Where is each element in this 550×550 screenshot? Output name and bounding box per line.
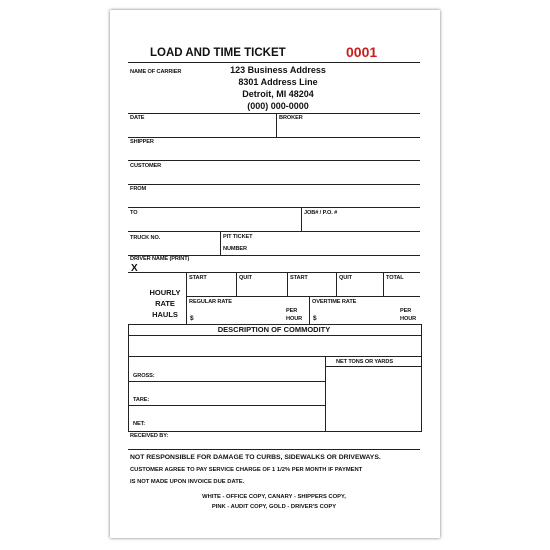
rate-col-2: [309, 296, 310, 324]
title-underline: [128, 62, 420, 63]
start-2-label: START: [290, 275, 308, 281]
customer-label: CUSTOMER: [130, 163, 162, 169]
hourly-col-5: [383, 272, 384, 296]
carrier-address-1: 123 Business Address: [230, 65, 326, 75]
carrier-address-2: 8301 Address Line: [238, 77, 318, 87]
from-label: FROM: [130, 186, 147, 192]
to-line: [128, 231, 420, 232]
hourly-label-1: HOURLY: [149, 288, 181, 297]
ticket-title: LOAD AND TIME TICKET: [150, 47, 286, 59]
net-label: NET:: [133, 421, 146, 427]
hourly-label-3: HAULS: [152, 310, 178, 319]
net-tons-label: NET TONS OR YARDS: [336, 359, 393, 365]
customer-line: [128, 184, 420, 185]
truck-pit-divider: [220, 231, 221, 255]
shipper-label: SHIPPER: [130, 139, 154, 145]
date-line-bottom: [128, 137, 420, 138]
quit-2-label: QUIT: [339, 275, 352, 281]
tare-label: TARE:: [133, 397, 150, 403]
to-job-divider: [301, 207, 302, 231]
pit-number-label: NUMBER: [223, 246, 247, 252]
truck-no-label: TRUCK NO.: [130, 235, 161, 241]
received-by-line: [128, 449, 420, 450]
net-tons-line: [325, 366, 421, 367]
per-hour-1-a: PER: [286, 308, 298, 314]
hourly-label-2: RATE: [155, 299, 175, 308]
service-charge-line-1: CUSTOMER AGREE TO PAY SERVICE CHARGE OF 1 1/2% PER MONTH IF PAYMENT: [130, 467, 363, 473]
copies-line-1: WHITE - OFFICE COPY, CANARY - SHIPPERS COPY,: [202, 494, 346, 500]
carrier-address-3: Detroit, MI 48204: [242, 89, 314, 99]
hourly-times-line: [186, 296, 420, 297]
commodity-header: DESCRIPTION OF COMMODITY: [217, 325, 331, 334]
service-charge-line-2: IS NOT MADE UPON INVOICE DUE DATE.: [130, 479, 245, 485]
carrier-phone: (000) 000-0000: [247, 101, 309, 111]
received-by-label: RECEIVED BY:: [130, 433, 169, 439]
disclaimer-text: NOT RESPONSIBLE FOR DAMAGE TO CURBS, SIDEWALKS OR DRIVEWAYS.: [130, 454, 381, 461]
date-label: DATE: [130, 115, 145, 121]
broker-label: BROKER: [279, 115, 303, 121]
job-po-label: JOB# / P.O. #: [304, 210, 338, 216]
commodity-desc-line: [128, 356, 421, 357]
driver-signature-mark: X: [131, 263, 138, 274]
carrier-label: NAME OF CARRIER: [130, 69, 182, 75]
commodity-table: [128, 324, 422, 432]
tare-line: [128, 405, 326, 406]
hourly-col-3: [287, 272, 288, 296]
gross-label: GROSS:: [133, 373, 155, 379]
from-line: [128, 207, 420, 208]
gross-line: [128, 381, 326, 382]
overtime-dollar: $: [313, 315, 317, 322]
regular-rate-label: REGULAR RATE: [189, 299, 232, 305]
hourly-col-4: [336, 272, 337, 296]
date-line-top: [128, 113, 420, 114]
regular-dollar: $: [190, 315, 194, 322]
hourly-col-2: [236, 272, 237, 296]
per-hour-1-b: HOUR: [286, 316, 303, 322]
rate-col-1: [186, 296, 187, 324]
copies-line-2: PINK - AUDIT COPY, GOLD - DRIVER'S COPY: [211, 504, 337, 510]
per-hour-2-b: HOUR: [400, 316, 417, 322]
pit-ticket-label: PIT TICKET: [223, 234, 253, 240]
to-label: TO: [130, 210, 138, 216]
driver-line: [128, 272, 420, 273]
hourly-col-1: [186, 272, 187, 296]
commodity-header-line: [128, 335, 421, 336]
commodity-divider: [325, 356, 326, 431]
ticket-sheet: [110, 10, 440, 538]
ticket-number: 0001: [346, 44, 378, 60]
start-1-label: START: [189, 275, 207, 281]
per-hour-2-a: PER: [400, 308, 412, 314]
date-broker-divider: [276, 113, 277, 137]
total-label: TOTAL: [386, 275, 404, 281]
quit-1-label: QUIT: [239, 275, 252, 281]
overtime-rate-label: OVERTIME RATE: [312, 299, 357, 305]
driver-name-label: DRIVER NAME (PRINT): [130, 256, 190, 262]
shipper-line: [128, 160, 420, 161]
